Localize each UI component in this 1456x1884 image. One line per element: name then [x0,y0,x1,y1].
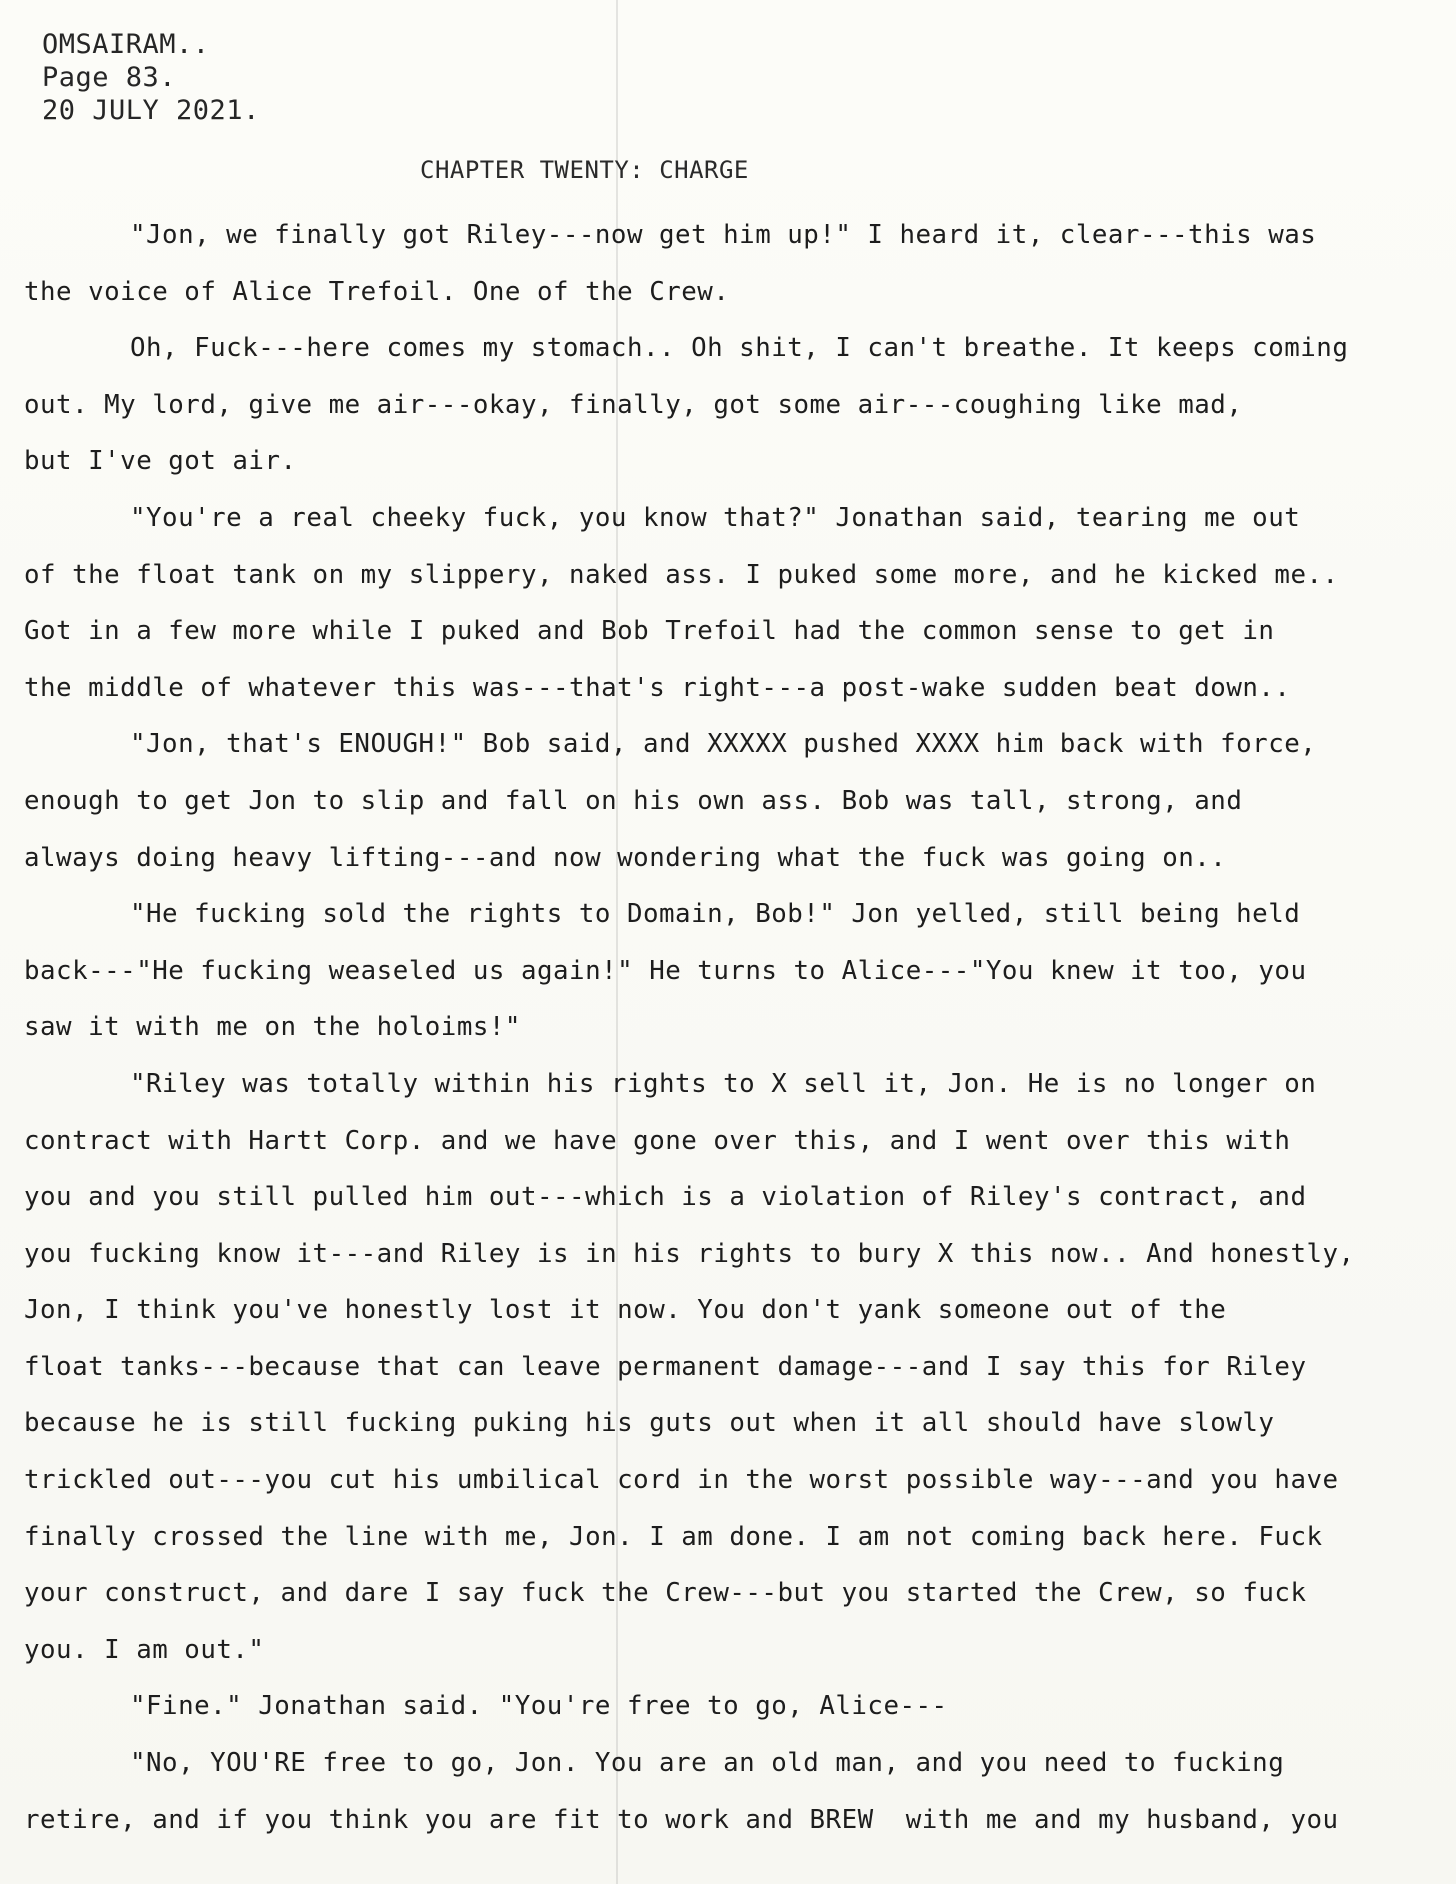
text-line: always doing heavy lifting---and now wondering what the fuck was going on.. [24,842,1227,873]
text-line: trickled out---you cut his umbilical cord in the worst possible way---and you have [24,1465,1339,1496]
text-line: float tanks---because that can leave permanent damage---and I say this for Riley [24,1351,1307,1382]
text-line: the middle of whatever this was---that's right---a post-wake sudden beat down.. [24,672,1291,703]
text-line: "No, YOU'RE free to go, Jon. You are an old man, and you need to fucking [130,1748,1285,1779]
text-line: enough to get Jon to slip and fall on his own ass. Bob was tall, strong, and [24,785,1243,816]
text-line: saw it with me on the holoims!" [24,1012,521,1043]
header-line-1: OMSAIRAM.. [42,29,210,60]
text-line: you. I am out." [24,1634,265,1665]
body-text [24,207,1424,1848]
text-line: out. My lord, give me air---okay, finally, got some air---coughing like mad, [24,389,1243,420]
header-page-number: Page 83. [42,62,177,93]
text-line: but I've got air. [24,446,297,477]
page-header [42,28,260,127]
text-line: back---"He fucking weaseled us again!" He turns to Alice---"You knew it too, you [24,955,1307,986]
text-line: retire, and if you think you are fit to work and BREW with me and my husband, you [24,1804,1339,1835]
text-line: finally crossed the line with me, Jon. I am done. I am not coming back here. Fuck [24,1521,1323,1552]
chapter-title: CHAPTER TWENTY: CHARGE [420,156,749,184]
text-line: "Riley was totally within his rights to X sell it, Jon. He is no longer on [130,1068,1317,1099]
text-line: of the float tank on my slippery, naked ass. I puked some more, and he kicked me.. [24,559,1339,590]
text-line: "Jon, that's ENOUGH!" Bob said, and XXXXX pushed XXXX him back with force, [130,729,1317,760]
text-line: "Jon, we finally got Riley---now get him up!" I heard it, clear---this was [130,220,1317,250]
text-line: Got in a few more while I puked and Bob Trefoil had the common sense to get in [24,616,1275,647]
text-line: you and you still pulled him out---which is a violation of Riley's contract, and [24,1182,1307,1213]
header-date: 20 JULY 2021. [42,95,260,126]
text-line: "Fine." Jonathan said. "You're free to go, Alice--- [130,1691,948,1722]
text-line: the voice of Alice Trefoil. One of the Crew. [24,276,730,307]
text-line: Jon, I think you've honestly lost it now. You don't yank someone out of the [24,1295,1227,1326]
text-line: contract with Hartt Corp. and we have gone over this, and I went over this with [24,1125,1291,1156]
text-line: "You're a real cheeky fuck, you know that?" Jonathan said, tearing me out [130,502,1301,533]
text-line: Oh, Fuck---here comes my stomach.. Oh shit, I can't breathe. It keeps coming [130,333,1349,364]
text-line: you fucking know it---and Riley is in his rights to bury X this now.. And honestly, [24,1238,1355,1269]
text-line: because he is still fucking puking his guts out when it all should have slowly [24,1408,1275,1439]
text-line: "He fucking sold the rights to Domain, Bob!" Jon yelled, still being held [130,899,1301,930]
text-line: your construct, and dare I say fuck the Crew---but you started the Crew, so fuck [24,1578,1307,1609]
